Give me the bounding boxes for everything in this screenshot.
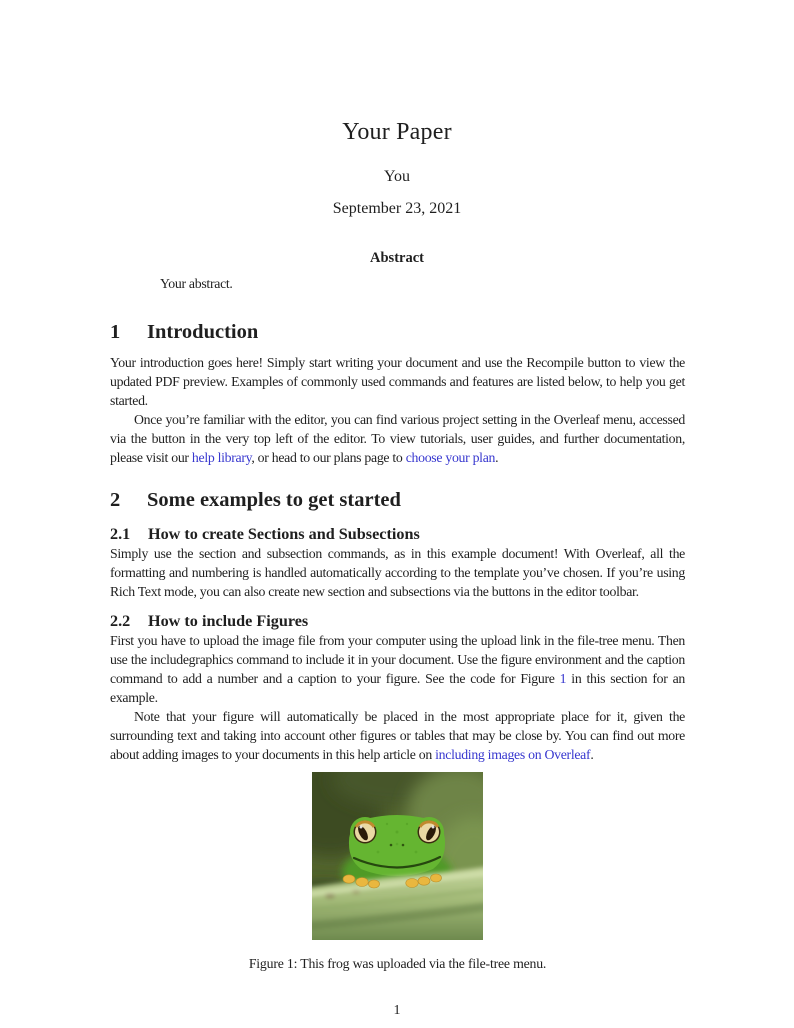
abstract-heading: Abstract	[370, 250, 424, 266]
section-heading-introduction	[110, 320, 685, 344]
text-run: First you have to upload the image file from your computer using the upload link in the file-tree menu. Then use the includegraphics command to include it in your document. Use the figure environment and the caption command to add a number and a caption to your figure. See the code for Figure	[110, 633, 685, 686]
section-title: Some examples to get started	[147, 489, 401, 511]
abstract-text: Your abstract.	[160, 276, 233, 291]
text-link[interactable]: choose your plan	[405, 450, 496, 465]
paragraph	[110, 410, 685, 467]
text-run: Simply use the section and subsection commands, as in this example document! With Overleaf, all the formatting and numbering is handled automatically according to the template you’ve chosen. If you’re using Rich Text mode, you can also create new section and subsections via the buttons in the editor toolbar.	[110, 546, 685, 599]
text-link[interactable]: 1	[559, 671, 567, 686]
subsection-title: How to include Figures	[148, 612, 309, 630]
subsection-heading-sections	[110, 524, 685, 544]
figure-1	[110, 772, 685, 972]
section-number: 2	[110, 489, 121, 511]
text-run: Note that your figure will automatically be placed in the most appropriate place for it, given the surrounding text and taking into account other figures or tables that may be close by. You can find out more about adding images to your documents in this help article on	[110, 709, 685, 762]
paragraph	[110, 353, 685, 410]
text-run: .	[495, 450, 499, 465]
text-run: Once you’re familiar with the editor, you can find various project setting in the Overleaf menu, accessed via the button in the very top left of the editor. To view tutorials, user guides, and further documentation, please visit our	[110, 412, 685, 465]
text-link[interactable]: help library	[191, 450, 252, 465]
paragraph	[110, 631, 685, 707]
subsection-title: How to create Sections and Subsections	[148, 525, 420, 543]
author: You	[384, 168, 410, 185]
frog-eye-right	[418, 821, 441, 844]
figure-caption: Figure 1: This frog was uploaded via the file-tree menu.	[248, 956, 547, 971]
text-run: Your introduction goes here! Simply start writing your document and use the Recompile button to view the updated PDF preview. Examples of commonly used commands and features are listed below, to help you get started.	[110, 355, 685, 408]
page-number: 1	[393, 1003, 401, 1018]
text-run: in this section for an example.	[110, 671, 685, 705]
subsection-number: 2.1	[110, 525, 131, 543]
section-heading-examples	[110, 488, 685, 512]
subsection-heading-figures	[110, 611, 685, 631]
page-title: Your Paper	[342, 119, 452, 145]
frog-nostril-right	[402, 844, 405, 847]
frog-image	[312, 772, 483, 940]
frog-eye-left	[354, 821, 377, 844]
section-number: 1	[110, 321, 121, 343]
text-run: , or head to our plans page to	[251, 450, 406, 465]
subsection-number: 2.2	[110, 612, 131, 630]
paragraph	[110, 544, 685, 601]
frog-nostril-left	[390, 844, 393, 847]
paragraph	[110, 707, 685, 764]
text-run: .	[590, 747, 594, 762]
section-title: Introduction	[147, 321, 259, 343]
date: September 23, 2021	[332, 200, 462, 217]
text-link[interactable]: including images on Overleaf	[435, 747, 591, 762]
